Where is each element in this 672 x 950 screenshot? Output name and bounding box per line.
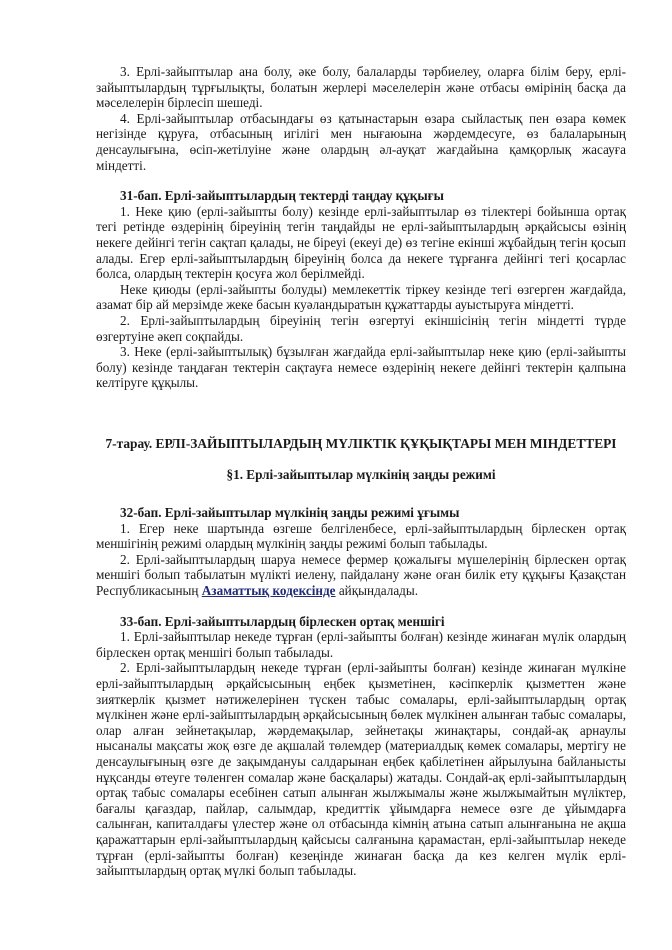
article-33-paragraph-1: 1. Ерлі-зайыптылар некеде тұрған (ерлі-зайыпты болған) кезінде жинаған мүлік олардың бірлескен ортақ меншігі болып табылады.: [96, 629, 626, 660]
document-page: [96, 64, 626, 879]
article-31-paragraph-3: 3. Неке (ерлі-зайыптылық) бұзылған жағдайда ерлі-зайыптылар неке қию (ерлі-зайыпты болу) кезінде таңдаған тектерін сақтауға немесе өздерінің некеге дейінгі тектерін қалпына келтіруге құқылы.: [96, 344, 626, 391]
civil-code-link[interactable]: Азаматтық кодексінде: [201, 583, 336, 599]
paragraph-intro-4: 4. Ерлі-зайыптылар отбасындағы өз қатынастарын өзара сыйластық пен өзара көмек негізінде құруға, отбасының игілігі мен нығаюына жәрдемдесуге, өз балаларының денсаулығына, өсіп-жетілуіне және олардың әл-ауқат жағдайына қамқорлық жасауға міндетті.: [96, 110, 626, 173]
article-31-paragraph-1b: Неке қиюды (ерлі-зайыпты болуды) мемлекеттік тіркеу кезінде тегі өзгерген жағдайда, азамат бір ай мерзімде жеке басын куәландыратын құжаттарды ауыстыруға міндетті.: [96, 281, 626, 313]
article-31-title: 31-бап. Ерлі-зайыптылардың тектерді таңдау құқығы: [120, 188, 444, 204]
article-32-paragraph-2-text-after: айқындалады.: [335, 583, 419, 599]
article-31-paragraph-1: 1. Неке қию (ерлі-зайыпты болу) кезінде ерлі-зайыптылар өз тілектері бойынша ортақ тегі ретінде өздерінің біреуінің тегін таңдайды не ерлі-зайыптылардың әрқайсысы өзінің некеге дейінгі тегін сақтап қалады, не біреуі (екеуі де) өз тегіне екінші жұбайдың тегін қосып алады. Егер ерлі-зайыптылардың біреуінің болса да некеге тұрғанға дейінгі тегі қосарлас болса, олардың тектерін қосуға жол берілмейді.: [96, 203, 626, 282]
section-1-title: §1. Ерлі-зайыптылар мүлкінің заңды режимі: [226, 467, 496, 483]
article-33-paragraph-2: 2. Ерлі-зайыптылардың некеде тұрған (ерлі-зайыпты болған) кезінде жинаған мүлкіне ерлі-зайыптылардың әрқайсысының еңбек қызметінен, кәсіпкерлік қызметтен және зияткерлік қызмет нәтижелерінен түскен табыс сомалары, ерлі-зайыптылардың ортақ мүлкінен және ерлі-зайыптылардың әрқайсысының бөлек мүлкінен алынған табыс сомалары, олар алған зейнетақылар, жәрдемақылар, зейнетақы жинақтары, сондай-ақ арнаулы нысаналы мақсаты жоқ өзге де ақшалай төлемдер (материалдық көмек сомалары, мертігу не денсаулығының өзге де зақымдануы салдарынан еңбек қабілетінен айрылуына байланысты нұқсанды өтеуге төленген сомалар және басқалары) жатады. Сондай-ақ ерлі-зайыптылардың ортақ табыс сомалары есебінен сатып алынған жылжымалы және жылжымайтын мүліктер, бағалы қағаздар, пайлар, салымдар, кредиттік ұйымдарға немесе өзге де ұйымдарға салынған, капиталдағы үлестер және ол отбасында кімнің атына сатып алынғанына не ақша қаражаттарын ерлі-зайыптылардың қайсысы салғанына қарамастан, ерлі-зайыптылар некеде тұрған (ерлі-зайыпты болған) кезеңінде жинаған басқа да кез келген мүлік ерлі-зайыптылардың ортақ мүлкі болып табылады.: [96, 660, 626, 879]
paragraph-intro-3: 3. Ерлі-зайыптылар ана болу, әке болу, балаларды тәрбиелеу, оларға білім беру, ерлі-зайыптылардың тұрғылықты, болатын жерлері мәселелерін және отбасы өмірінің басқа да мәселелерін бірлесіп шешеді.: [96, 64, 626, 111]
article-31-paragraph-2: 2. Ерлі-зайыптылардың біреуінің тегін өзгертуі екіншісінің тегін міндетті түрде өзгертуіне әкеп соқпайды.: [96, 312, 626, 344]
article-32-paragraph-2-text-before: 2. Ерлі-зайыптылардың шаруа немесе фермер қожалығы мүшелерінің бірлескен ортақ меншігі болып табылатын мүлікті иелену, пайдалану және оған билік ету құқығы Қазақстан Республикасының: [96, 551, 626, 599]
article-33-title: 33-бап. Ерлі-зайыптылардың бірлескен ортақ меншігі: [120, 613, 445, 629]
chapter-7-title: 7-тарау. ЕРЛІ-ЗАЙЫПТЫЛАРДЫҢ МҮЛІКТІК ҚҰҚЫҚТАРЫ МЕН МІНДЕТТЕРІ: [105, 435, 617, 451]
article-32-title: 32-бап. Ерлі-зайыптылар мүлкінің заңды режимі ұғымы: [120, 505, 460, 521]
article-32-paragraph-1: 1. Егер неке шартында өзгеше белгіленбесе, ерлі-зайыптылардың бірлескен ортақ меншігінің режимі олардың мүлкінің заңды режимі болып табылады.: [96, 520, 626, 552]
article-32-paragraph-2: [96, 552, 626, 599]
